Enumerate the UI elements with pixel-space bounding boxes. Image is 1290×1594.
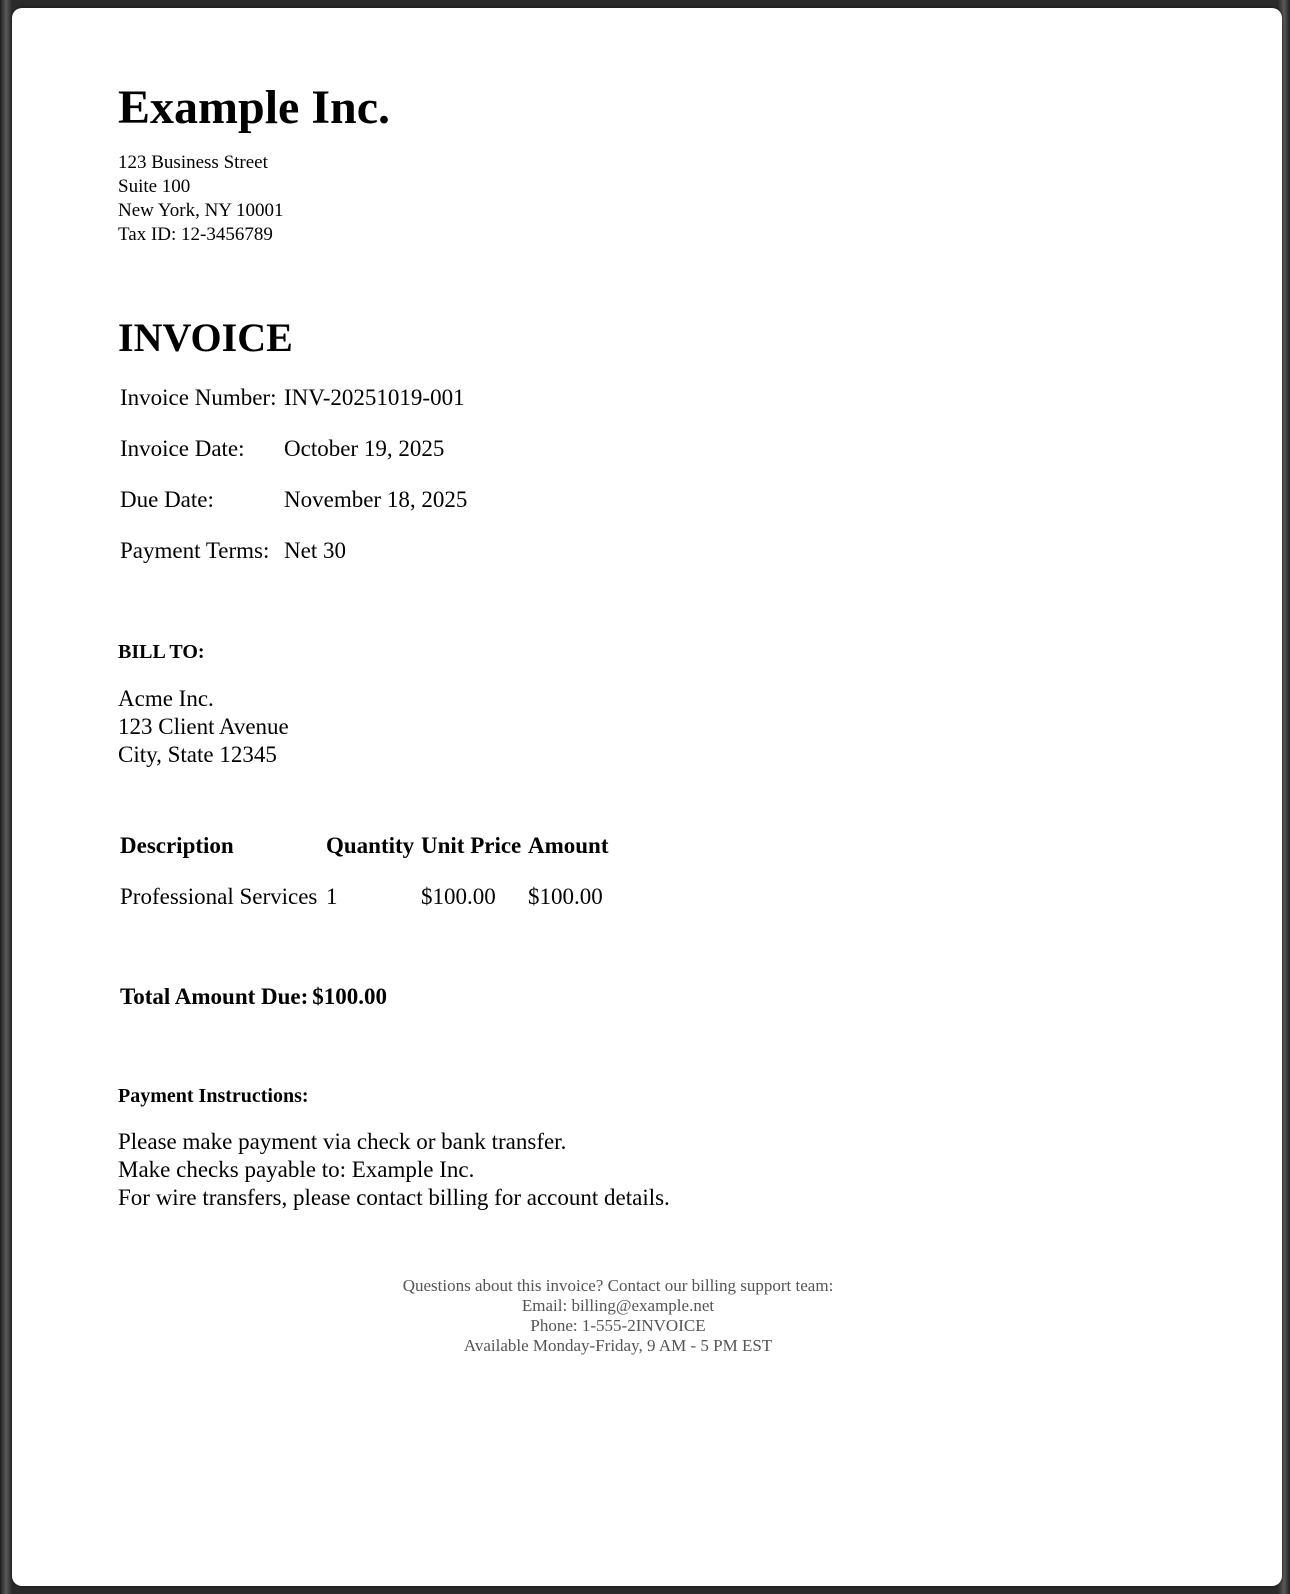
total-table bbox=[118, 984, 389, 1010]
billing-support-footer bbox=[118, 1276, 1118, 1356]
due-date-value: November 18, 2025 bbox=[284, 487, 468, 512]
invoice-date-value: October 19, 2025 bbox=[284, 436, 445, 461]
total-row bbox=[118, 984, 389, 1010]
payment-instructions-heading: Payment Instructions: bbox=[118, 1085, 309, 1107]
total-label: Total Amount Due: bbox=[120, 984, 309, 1009]
due-date-label: Due Date: bbox=[120, 487, 214, 512]
bill-to-city: City, State 12345 bbox=[118, 742, 277, 767]
invoice-meta-table bbox=[118, 385, 469, 589]
column-header-unit-price: Unit Price bbox=[421, 833, 522, 858]
column-header-quantity: Quantity bbox=[326, 833, 415, 858]
payment-instruction-line: Make checks payable to: Example Inc. bbox=[118, 1157, 475, 1182]
invoice-date-row bbox=[118, 436, 469, 487]
due-date-row bbox=[118, 487, 469, 538]
line-items-header-row bbox=[118, 833, 618, 884]
total-value: $100.00 bbox=[312, 984, 388, 1009]
payment-terms-value: Net 30 bbox=[284, 538, 346, 563]
company-name: Example Inc. bbox=[118, 81, 391, 134]
invoice-number-value: INV-20251019-001 bbox=[284, 385, 465, 410]
bill-to-street: 123 Client Avenue bbox=[118, 714, 289, 739]
item-amount: $100.00 bbox=[528, 884, 603, 909]
payment-instruction-line: For wire transfers, please contact billing for account details. bbox=[118, 1185, 670, 1210]
company-address-suite: Suite 100 bbox=[118, 176, 191, 197]
footer-email: Email: billing@example.net bbox=[521, 1296, 715, 1315]
payment-terms-row bbox=[118, 538, 469, 589]
company-address-city: New York, NY 10001 bbox=[118, 200, 284, 221]
company-address-street: 123 Business Street bbox=[118, 152, 268, 173]
line-items-table bbox=[118, 833, 618, 935]
company-address bbox=[118, 151, 284, 247]
item-description: Professional Services bbox=[120, 884, 318, 909]
invoice-number-label: Invoice Number: bbox=[120, 385, 277, 410]
bill-to-heading: BILL TO: bbox=[118, 641, 205, 663]
invoice-date-label: Invoice Date: bbox=[120, 436, 245, 461]
table-row bbox=[118, 884, 618, 935]
payment-terms-label: Payment Terms: bbox=[120, 538, 270, 563]
column-header-amount: Amount bbox=[528, 833, 609, 858]
bill-to-address bbox=[118, 685, 289, 769]
bill-to-name: Acme Inc. bbox=[118, 686, 214, 711]
footer-intro: Questions about this invoice? Contact our billing support team: bbox=[402, 1276, 834, 1295]
footer-hours: Available Monday-Friday, 9 AM - 5 PM EST bbox=[463, 1336, 773, 1355]
invoice-title: INVOICE bbox=[118, 315, 293, 360]
item-quantity: 1 bbox=[326, 884, 338, 909]
company-tax-id: Tax ID: 12-3456789 bbox=[118, 224, 273, 245]
payment-instructions bbox=[118, 1128, 670, 1212]
payment-instruction-line: Please make payment via check or bank transfer. bbox=[118, 1129, 567, 1154]
column-header-description: Description bbox=[120, 833, 234, 858]
invoice-number-row bbox=[118, 385, 469, 436]
footer-phone: Phone: 1-555-2INVOICE bbox=[530, 1316, 706, 1335]
invoice-page bbox=[12, 8, 1282, 1586]
item-unit-price: $100.00 bbox=[421, 884, 496, 909]
